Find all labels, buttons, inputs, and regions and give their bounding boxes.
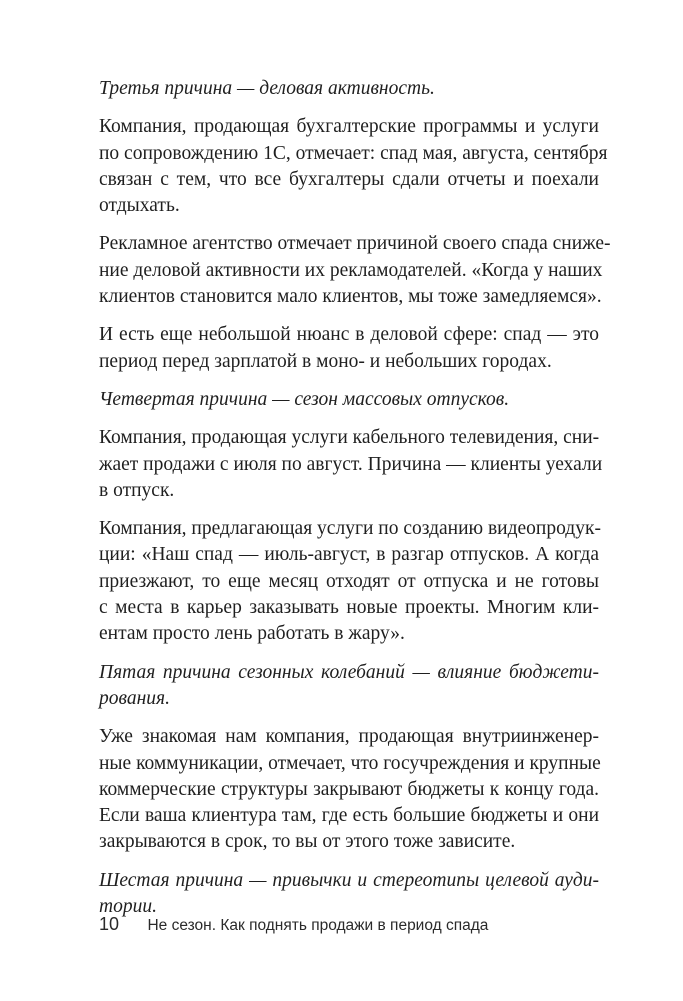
running-title: Не сезон. Как поднять продажи в период спада [147,917,489,934]
text-line: Третья причина — деловая активность. [99,78,435,99]
text-line: по сопровождению 1С, отмечает: спад мая, августа, сентября [99,142,608,164]
text-line: связан с тем, что все бухгалтеры сдали отчеты и поехали [99,168,599,190]
text-line: период перед зарплатой в моно- и небольших городах. [99,350,552,372]
paragraph [99,114,608,219]
text-line: с места в карьер заказывать новые проекты. Многим кли- [99,597,599,619]
text-line: рования. [99,687,170,709]
paragraph [99,322,599,375]
text-line: ентам просто лень работать в жару». [99,623,405,645]
text-line: ние деловой активности их рекламодателей. «Когда у наших [99,259,603,281]
text-line: Компания, предлагающая услуги по созданию видеопродук- [99,518,601,540]
section-heading [99,76,599,102]
paragraph [99,231,611,310]
text-line: Уже знакомая нам компания, продающая внутриинженер- [99,726,599,748]
paragraph [99,425,603,504]
text-line: приезжают, то еще месяц отходят от отпуска и не готовы [99,570,599,592]
text-line: Шестая причина — привычки и стереотипы целевой ауди- [99,869,599,891]
text-line: Пятая причина сезонных колебаний — влияние бюджети- [99,661,599,683]
text-line: клиентов становится мало клиентов, мы тоже замедляемся». [99,286,602,308]
text-line: отдыхать. [99,195,180,217]
page-text [99,76,611,932]
text-line: жает продажи с июля по август. Причина — клиенты уехали [99,453,603,475]
text-line: Компания, продающая бухгалтерские программы и услуги [99,116,599,138]
text-line: тории. [99,896,157,918]
text-line: И есть еще небольшой нюанс в деловой сфере: спад — это [99,324,599,346]
page-number: 10 [99,914,120,934]
text-line: Если ваша клиентура там, где есть большие бюджеты и они [99,805,599,827]
section-heading [99,868,599,921]
paragraph [99,724,599,855]
text-line: закрываются в срок, то вы от этого тоже зависите. [99,831,516,853]
text-line: ции: «Наш спад — июль-август, в разгар отпусков. А когда [99,544,599,566]
text-line: Четвертая причина — сезон массовых отпусков. [99,388,510,410]
paragraph [99,516,599,647]
text-line: Компания, продающая услуги кабельного телевидения, сни- [99,427,600,449]
text-line: в отпуск. [99,479,175,501]
text-line: коммерческие структуры закрывают бюджеты к концу года. [99,778,599,800]
text-line: Рекламное агентство отмечает причиной своего спада сниже- [99,233,611,255]
text-line: ные коммуникации, отмечает, что госучреждения и крупные [99,752,601,774]
page-footer [99,914,488,935]
section-heading [99,387,599,413]
section-heading [99,660,599,713]
